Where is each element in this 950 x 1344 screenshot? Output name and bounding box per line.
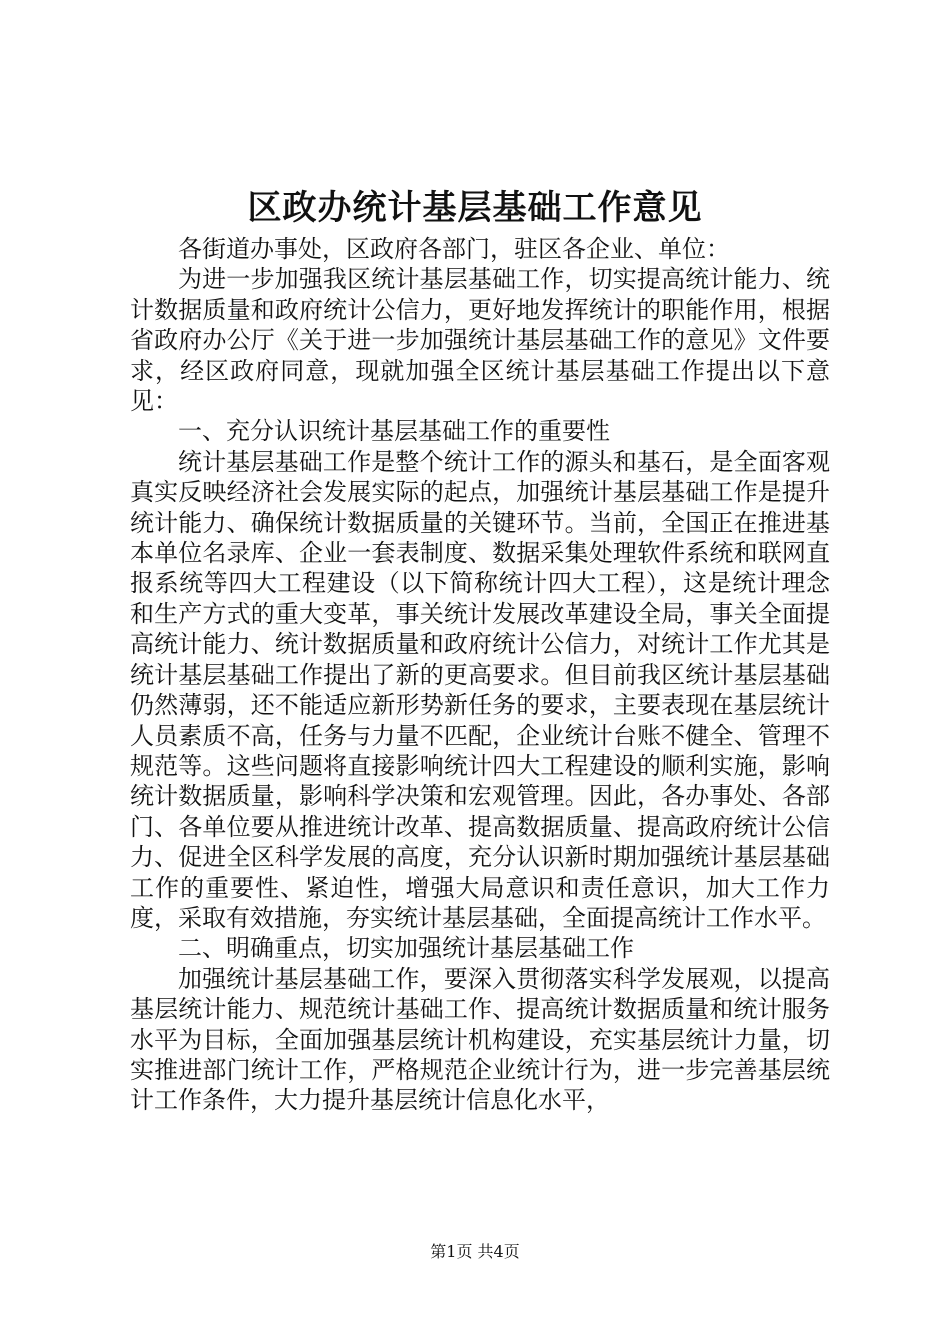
document-body (130, 234, 830, 1116)
intro-paragraph: 为进一步加强我区统计基层基础工作，切实提高统计能力、统计数据质量和政府统计公信力，更好地发挥统计的职能作用，根据省政府办公厅《关于进一步加强统计基层基础工作的意见》文件要求，经区政府同意，现就加强全区统计基层基础工作提出以下意见： (130, 265, 830, 416)
section-heading-2: 二、明确重点，切实加强统计基层基础工作 (178, 934, 634, 963)
section-heading-1: 一、充分认识统计基层基础工作的重要性 (178, 417, 610, 446)
page-number-footer: 第1页 共4页 (430, 1242, 520, 1261)
section-2-paragraph: 加强统计基层基础工作，要深入贯彻落实科学发展观，以提高基层统计能力、规范统计基础工作、提高统计数据质量和统计服务水平为目标，全面加强基层统计机构建设，充实基层统计力量，切实推进部门统计工作，严格规范企业统计行为，进一步完善基层统计工作条件，大力提升基层统计信息化水平， (130, 964, 830, 1115)
document-title: 区政办统计基层基础工作意见 (247, 188, 703, 228)
salutation-paragraph: 各街道办事处，区政府各部门，驻区各企业、单位： (178, 235, 730, 263)
section-1-paragraph: 统计基层基础工作是整个统计工作的源头和基石，是全面客观真实反映经济社会发展实际的起点，加强统计基层基础工作是提升统计能力、确保统计数据质量的关键环节。当前，全国正在推进基本单位名录库、企业一套表制度、数据采集处理软件系统和联网直报系统等四大工程建设（以下简称统计四大工程），这是统计理念和生产方式的重大变革，事关统计发展改革建设全局，事关全面提高统计能力、统计数据质量和政府统计公信力，对统计工作尤其是统计基层基础工作提出了新的更高要求。但目前我区统计基层基础仍然薄弱，还不能适应新形势新任务的要求，主要表现在基层统计人员素质不高，任务与力量不匹配，企业统计台账不健全、管理不规范等。这些问题将直接影响统计四大工程建设的顺利实施，影响统计数据质量，影响科学决策和宏观管理。因此，各办事处、各部门、各单位要从推进统计改革、提高数据质量、提高政府统计公信力、促进全区科学发展的高度，充分认识新时期加强统计基层基础工作的重要性、紧迫性，增强大局意识和责任意识，加大工作力度，采取有效措施，夯实统计基层基础，全面提高统计工作水平。 (130, 447, 830, 932)
